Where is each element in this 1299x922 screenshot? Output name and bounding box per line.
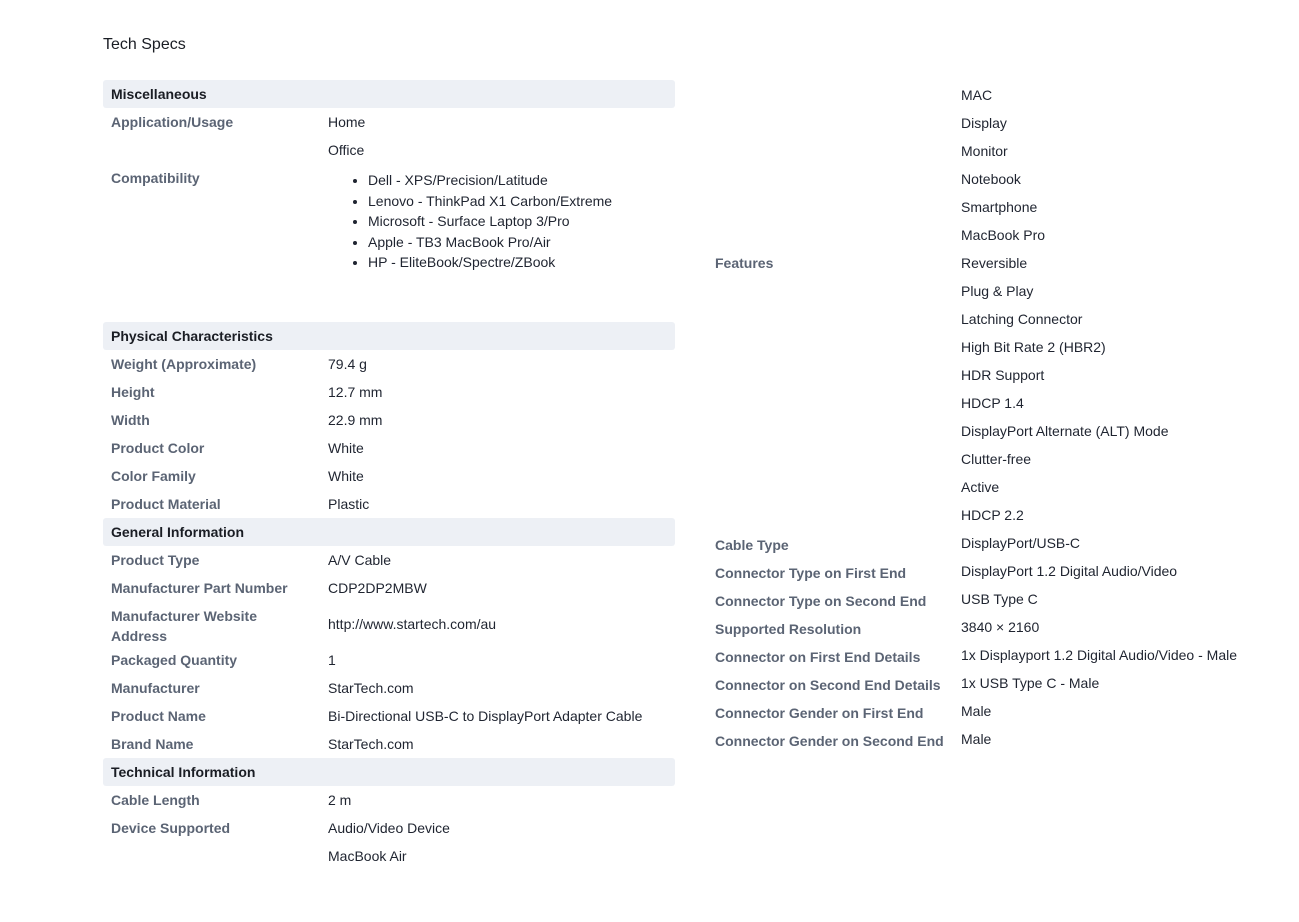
spec-value: MacBook Air [328, 848, 407, 864]
spec-label: Weight (Approximate) [111, 356, 257, 372]
spec-row [707, 669, 1287, 697]
spec-label: Packaged Quantity [111, 652, 238, 668]
spec-row [103, 378, 675, 406]
spec-value: StarTech.com [328, 736, 414, 752]
spec-label: Connector Gender on Second End [715, 733, 944, 749]
spec-row [103, 646, 675, 674]
section-heading: Technical Information [103, 758, 675, 786]
spec-value: StarTech.com [328, 680, 414, 696]
spec-row [707, 529, 1287, 557]
spec-row [103, 350, 675, 378]
section-heading: Miscellaneous [103, 80, 675, 108]
spec-value: Male [961, 731, 992, 747]
spec-column-right [707, 80, 1287, 753]
spec-row [103, 108, 675, 164]
spec-value: Office [328, 142, 365, 158]
spec-value: Audio/Video Device [328, 820, 450, 836]
spec-value: Bi-Directional USB-C to DisplayPort Adapter Cable [328, 708, 643, 724]
compatibility-row [103, 164, 675, 322]
spec-value: Plug & Play [961, 283, 1034, 299]
spec-row [707, 585, 1287, 613]
spec-label: Cable Length [111, 792, 200, 808]
list-item: • HP - EliteBook/Spectre/ZBook [368, 252, 675, 273]
spec-value: Latching Connector [961, 311, 1083, 327]
spec-row [103, 814, 675, 870]
spec-value: HDCP 2.2 [961, 507, 1024, 523]
spec-value: Clutter-free [961, 451, 1032, 467]
spec-value: 3840 × 2160 [961, 619, 1040, 635]
spec-value: Smartphone [961, 199, 1038, 215]
spec-label: Connector on Second End Details [715, 677, 941, 693]
spec-value: Display [961, 115, 1007, 131]
spec-label: Connector Type on Second End [715, 593, 927, 609]
spec-label: Height [111, 384, 155, 400]
spec-row [103, 602, 675, 646]
spec-value: Plastic [328, 496, 370, 512]
spec-row [707, 557, 1287, 585]
spec-value: Notebook [961, 171, 1021, 187]
features-row [707, 249, 1287, 529]
spec-label: Manufacturer [111, 680, 200, 696]
spec-label: Manufacturer Part Number [111, 580, 288, 596]
spec-label: Product Material [111, 496, 221, 512]
spec-value: 12.7 mm [328, 384, 383, 400]
spec-label: Product Color [111, 440, 205, 456]
spec-value: MAC [961, 87, 993, 103]
spec-row [103, 574, 675, 602]
spec-row [707, 697, 1287, 725]
website-link[interactable]: http://www.startech.com/au [328, 616, 497, 632]
list-item: • Dell - XPS/Precision/Latitude [368, 170, 675, 191]
spec-value: CDP2DP2MBW [328, 580, 427, 596]
spec-column-left [103, 80, 675, 870]
spec-row [103, 702, 675, 730]
spec-value: 1 [328, 652, 336, 668]
spec-value: Home [328, 114, 366, 130]
spec-value: USB Type C [961, 591, 1038, 607]
spec-value: 2 m [328, 792, 352, 808]
spec-label: Product Type [111, 552, 200, 568]
spec-label: Color Family [111, 468, 196, 484]
spec-row [707, 725, 1287, 753]
spec-value: HDR Support [961, 367, 1045, 383]
spec-value: DisplayPort 1.2 Digital Audio/Video [961, 563, 1178, 579]
spec-row [103, 462, 675, 490]
spec-value: Monitor [961, 143, 1008, 159]
spec-value: High Bit Rate 2 (HBR2) [961, 339, 1106, 355]
spec-label: Supported Resolution [715, 621, 862, 637]
list-item: • Lenovo - ThinkPad X1 Carbon/Extreme [368, 191, 675, 212]
spec-value: A/V Cable [328, 552, 392, 568]
spec-value: White [328, 468, 364, 484]
spec-value: HDCP 1.4 [961, 395, 1024, 411]
spec-label: Connector on First End Details [715, 649, 921, 665]
spec-value: White [328, 440, 364, 456]
section-heading: General Information [103, 518, 675, 546]
spec-label: Manufacturer Website Address [111, 608, 257, 644]
page-title: Tech Specs [103, 36, 186, 53]
compatibility-list [328, 170, 675, 273]
spec-row [103, 674, 675, 702]
spec-row [103, 730, 675, 758]
spec-label: Compatibility [111, 170, 200, 186]
spec-label: Features [715, 255, 774, 271]
spec-value: 22.9 mm [328, 412, 383, 428]
device-supported-continued [707, 81, 1287, 249]
spec-value: Active [961, 479, 1000, 495]
list-item: • Apple - TB3 MacBook Pro/Air [368, 232, 675, 253]
spec-label: Brand Name [111, 736, 194, 752]
spec-row [103, 546, 675, 574]
section-heading: Physical Characteristics [103, 322, 675, 350]
spec-row [707, 641, 1287, 669]
spec-value: 1x USB Type C - Male [961, 675, 1100, 691]
spec-value: Reversible [961, 255, 1028, 271]
spec-label: Connector Gender on First End [715, 705, 924, 721]
spec-value: DisplayPort/USB-C [961, 535, 1081, 551]
list-item: • Microsoft - Surface Laptop 3/Pro [368, 211, 675, 232]
spec-row [707, 613, 1287, 641]
spec-row [103, 434, 675, 462]
spec-label: Application/Usage [111, 114, 234, 130]
spec-label: Cable Type [715, 537, 789, 553]
spec-value: MacBook Pro [961, 227, 1046, 243]
spec-value: 79.4 g [328, 356, 367, 372]
spec-label: Width [111, 412, 150, 428]
spec-label: Connector Type on First End [715, 565, 907, 581]
spec-value: DisplayPort Alternate (ALT) Mode [961, 423, 1169, 439]
spec-row [103, 406, 675, 434]
spec-row [103, 490, 675, 518]
spec-value: 1x Displayport 1.2 Digital Audio/Video - Male [961, 647, 1238, 663]
spec-label: Device Supported [111, 820, 231, 836]
spec-value: Male [961, 703, 992, 719]
spec-label: Product Name [111, 708, 206, 724]
spec-row [103, 786, 675, 814]
